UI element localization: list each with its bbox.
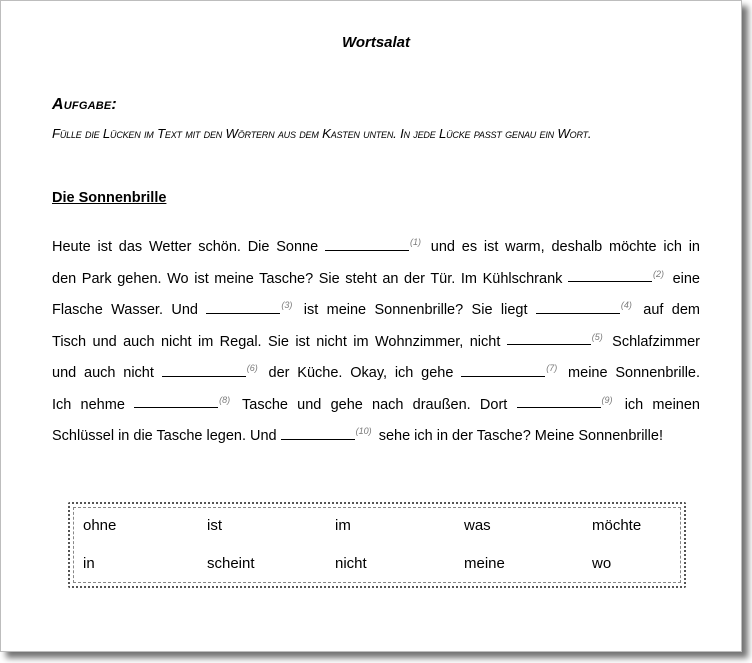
- word-item: nicht: [335, 555, 367, 572]
- gap-number: (9): [601, 394, 613, 405]
- story-title: Die Sonnenbrille: [52, 190, 167, 206]
- gap-blank[interactable]: [517, 393, 601, 408]
- word-item: im: [335, 517, 351, 534]
- gap-number: (6): [246, 363, 258, 373]
- gap-blank[interactable]: [536, 299, 620, 314]
- gap-blank[interactable]: [568, 267, 652, 282]
- word-item: scheint: [207, 555, 255, 572]
- gap-number: (2): [652, 268, 664, 279]
- gap-blank[interactable]: [507, 330, 591, 345]
- gap-number: (7): [546, 363, 558, 373]
- story-line: und auch nicht $^{(6)}$ der Küche. Okay, ich gehe $^{(7)}$ meine Sonnenbrille.: [52, 363, 701, 381]
- word-item: in: [83, 555, 95, 572]
- gap-number: (1): [409, 237, 421, 247]
- story-text: [52, 230, 700, 451]
- gap-blank[interactable]: [134, 393, 218, 408]
- word-box-border: [73, 507, 681, 583]
- gap-number: (3): [281, 300, 293, 310]
- task-instructions: Fülle die Lücken im Text mit den Wörtern aus dem Kasten unten. In jede Lücke passt genau ein Wort.: [52, 126, 592, 141]
- gap-number: (5): [591, 331, 603, 342]
- word-item: möchte: [592, 517, 642, 534]
- word-item: wo: [592, 555, 612, 572]
- word-item: ohne: [83, 517, 117, 534]
- story-line: Schlüssel in die Tasche legen. Und $^{(10)}$ sehe ich in der Tasche? Meine Sonnenbrille!: [52, 426, 663, 444]
- story-line: Heute ist das Wetter schön. Die Sonne $^{(1)}$ und es ist warm, deshalb möchte ich in: [52, 237, 700, 255]
- gap-blank[interactable]: [281, 425, 355, 440]
- story-line: Flasche Wasser. Und $^{(3)}$ ist meine Sonnenbrille? Sie liegt $^{(4)}$ auf dem: [52, 300, 701, 318]
- gap-number: (4): [620, 300, 632, 310]
- gap-number: (8): [219, 394, 231, 405]
- story-line: Tisch und auch nicht im Regal. Sie ist nicht im Wohnzimmer, nicht $^{(5)}$ Schlafzimmer: [52, 331, 700, 350]
- page-title: Wortsalat: [341, 34, 411, 51]
- story-line: den Park gehen. Wo ist meine Tasche? Sie steht an der Tür. Im Kühlschrank $^{(2)}$ eine: [52, 268, 700, 287]
- word-item: ist: [207, 517, 222, 534]
- word-item: was: [464, 517, 491, 534]
- word-box: [68, 502, 686, 588]
- gap-blank[interactable]: [325, 236, 409, 251]
- task-heading: Aufgabe:: [52, 96, 117, 113]
- gap-blank[interactable]: [461, 362, 545, 377]
- story-line: Ich nehme $^{(8)}$ Tasche und gehe nach draußen. Dort $^{(9)}$ ich meinen: [52, 394, 700, 413]
- word-item: meine: [464, 555, 505, 572]
- gap-number: (10): [355, 426, 372, 436]
- gap-blank[interactable]: [162, 362, 246, 377]
- gap-blank[interactable]: [206, 299, 280, 314]
